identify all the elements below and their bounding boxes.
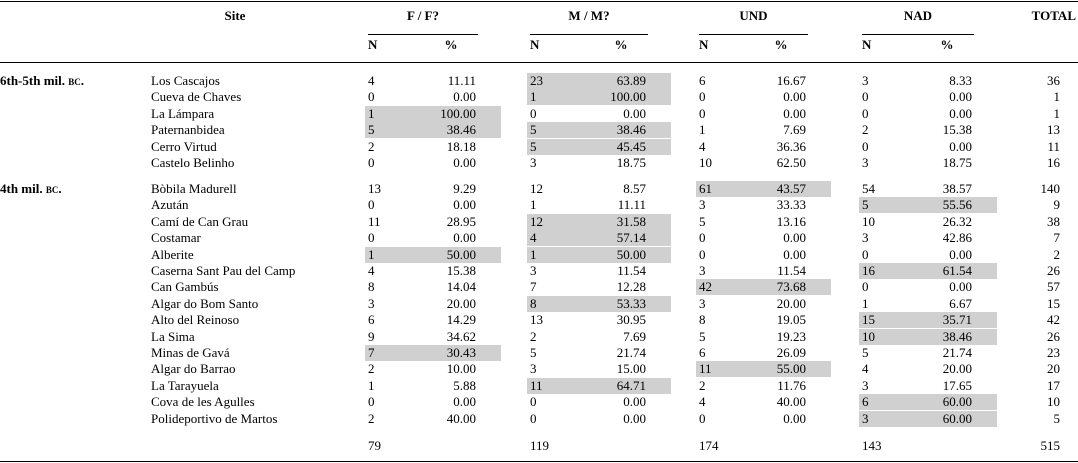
count-cell: 5 [699, 213, 706, 229]
count-cell: 8 [368, 279, 375, 295]
total-cell: 26 [1047, 328, 1060, 344]
percent-cell: 11.54 [777, 263, 806, 278]
count-cell: 3 [530, 155, 537, 170]
percent-cell: 14.04 [446, 279, 476, 295]
count-cell: 5 [530, 138, 537, 154]
count-cell: 0 [530, 410, 537, 426]
count-cell: 1 [530, 197, 537, 213]
count-cell: 8 [530, 295, 537, 311]
total-cell: 7 [1053, 230, 1060, 246]
count-cell: 2 [368, 361, 375, 377]
percent-cell: 11.76 [777, 377, 806, 393]
count-cell: 4 [530, 230, 537, 246]
count-cell: 23 [530, 73, 543, 88]
percent-cell: 73.68 [776, 279, 806, 295]
n-header: N [699, 37, 709, 52]
percent-cell: 30.95 [616, 312, 646, 328]
total-cell: 5 [1053, 410, 1060, 426]
percent-cell: 45.45 [616, 138, 646, 154]
total-cell: 9 [1053, 197, 1060, 213]
period-label-main: 4th mil. [0, 181, 46, 196]
percent-cell: 0.00 [453, 394, 476, 410]
top-rule [0, 1, 1078, 2]
count-cell: 10 [699, 155, 712, 170]
percent-cell: 0.00 [783, 246, 806, 262]
percent-cell: 0.00 [453, 197, 476, 213]
percent-cell: 11.11 [447, 73, 476, 88]
group-underline [530, 34, 648, 35]
percent-cell: 0.00 [783, 105, 806, 121]
percent-cell: 38.46 [616, 122, 646, 138]
percent-cell: 0.00 [623, 410, 646, 426]
count-cell: 2 [862, 122, 869, 138]
count-cell: 4 [862, 361, 869, 377]
total-cell: 140 [1040, 181, 1060, 196]
count-cell: 3 [699, 295, 706, 311]
count-cell: 0 [699, 230, 706, 246]
percent-cell: 13.16 [776, 213, 806, 229]
site-name: Bòbila Madurell [151, 181, 237, 196]
percent-cell: 100.00 [610, 89, 646, 105]
count-cell: 12 [530, 213, 543, 229]
total-cell: 20 [1047, 361, 1060, 377]
site-name: Cova de les Agulles [151, 394, 255, 410]
site-name: La Lámpara [151, 105, 215, 121]
column-total: 143 [862, 438, 882, 453]
count-cell: 0 [699, 410, 706, 426]
count-cell: 11 [530, 377, 543, 393]
total-cell: 1 [1053, 89, 1060, 105]
count-cell: 9 [368, 328, 375, 344]
percent-cell: 16.67 [776, 73, 806, 88]
site-name: La Sima [151, 328, 195, 344]
percent-cell: 0.00 [783, 410, 806, 426]
count-cell: 1 [368, 105, 375, 121]
total-cell: 23 [1047, 345, 1060, 360]
count-cell: 16 [862, 263, 875, 278]
percent-cell: 11.11 [617, 197, 646, 213]
percent-cell: 40.00 [776, 394, 806, 410]
count-cell: 5 [530, 122, 537, 138]
pct-header: % [940, 37, 954, 52]
count-cell: 3 [862, 377, 869, 393]
count-cell: 0 [862, 138, 869, 154]
total-cell: 15 [1047, 295, 1060, 311]
group-header: M / M? [568, 8, 610, 23]
count-cell: 5 [862, 345, 869, 360]
site-name: Polideportivo de Martos [151, 410, 278, 426]
count-cell: 0 [368, 89, 375, 105]
percent-cell: 53.33 [616, 295, 646, 311]
total-cell: 16 [1047, 155, 1060, 170]
count-cell: 11 [368, 213, 381, 229]
period-label-era: bc. [68, 73, 85, 88]
group-underline [368, 34, 478, 35]
site-name: Cueva de Chaves [151, 89, 242, 105]
count-cell: 12 [530, 181, 543, 196]
site-name: La Tarayuela [151, 377, 219, 393]
percent-cell: 8.33 [949, 73, 972, 88]
count-cell: 3 [530, 361, 537, 377]
site-name: Los Cascajos [151, 73, 220, 88]
header-rule [0, 62, 1078, 63]
site-name: Paternanbidea [151, 122, 225, 138]
column-total: 119 [530, 438, 550, 453]
group-header: F / F? [406, 8, 439, 23]
percent-cell: 31.58 [616, 213, 646, 229]
percent-cell: 0.00 [623, 105, 646, 121]
percent-cell: 7.69 [783, 122, 806, 138]
percent-cell: 0.00 [949, 246, 972, 262]
total-cell: 26 [1047, 263, 1060, 278]
count-cell: 2 [699, 377, 706, 393]
percent-cell: 61.54 [942, 263, 972, 278]
count-cell: 0 [699, 246, 706, 262]
site-name: Algar do Bom Santo [151, 295, 259, 311]
count-cell: 0 [368, 155, 375, 170]
count-cell: 54 [862, 181, 875, 196]
percent-cell: 38.46 [942, 328, 972, 344]
count-cell: 1 [862, 295, 869, 311]
n-header: N [530, 37, 540, 52]
n-header: N [862, 37, 872, 52]
bottom-rule [0, 461, 1078, 462]
total-cell: 10 [1047, 394, 1060, 410]
total-cell: 17 [1047, 377, 1060, 393]
percent-cell: 50.00 [616, 246, 646, 262]
count-cell: 0 [862, 246, 869, 262]
n-header: N [368, 37, 378, 52]
percent-cell: 57.14 [616, 230, 646, 246]
site-name: Alberite [151, 246, 194, 262]
total-header: TOTAL [1031, 8, 1076, 23]
count-cell: 0 [862, 105, 869, 121]
percent-cell: 0.00 [453, 155, 476, 170]
count-cell: 0 [368, 394, 375, 410]
count-cell: 2 [368, 138, 375, 154]
percent-cell: 11.54 [617, 263, 646, 278]
count-cell: 15 [862, 312, 875, 328]
count-cell: 1 [699, 122, 706, 138]
count-cell: 0 [530, 394, 537, 410]
percent-cell: 12.28 [616, 279, 646, 295]
period-label-era: bc. [45, 181, 62, 196]
percent-cell: 5.88 [453, 377, 476, 393]
count-cell: 0 [368, 197, 375, 213]
count-cell: 1 [530, 89, 537, 105]
percent-cell: 0.00 [453, 89, 476, 105]
percent-cell: 28.95 [446, 213, 476, 229]
percent-cell: 10.00 [446, 361, 476, 377]
percent-cell: 15.38 [942, 122, 972, 138]
percent-cell: 40.00 [446, 410, 476, 426]
percent-cell: 15.38 [446, 263, 476, 278]
count-cell: 0 [699, 89, 706, 105]
site-name: Azután [151, 197, 189, 213]
count-cell: 7 [368, 345, 375, 360]
period-label [0, 73, 84, 89]
percent-cell: 7.69 [623, 328, 646, 344]
total-cell: 2 [1053, 246, 1060, 262]
total-cell: 38 [1047, 213, 1060, 229]
count-cell: 11 [699, 361, 712, 377]
count-cell: 0 [368, 230, 375, 246]
total-cell: 1 [1053, 105, 1060, 121]
percent-cell: 0.00 [949, 138, 972, 154]
count-cell: 0 [530, 105, 537, 121]
percent-cell: 60.00 [942, 394, 972, 410]
count-cell: 4 [368, 73, 375, 88]
percent-cell: 6.67 [949, 295, 972, 311]
count-cell: 13 [530, 312, 543, 328]
percent-cell: 0.00 [783, 89, 806, 105]
count-cell: 3 [862, 155, 869, 170]
pct-header: % [774, 37, 788, 52]
count-cell: 3 [530, 263, 537, 278]
percent-cell: 8.57 [623, 181, 646, 196]
count-cell: 4 [699, 394, 706, 410]
percent-cell: 100.00 [440, 105, 476, 121]
percent-cell: 0.00 [783, 230, 806, 246]
total-cell: 42 [1047, 312, 1060, 328]
site-name: Minas de Gavá [151, 345, 230, 360]
total-cell: 11 [1047, 138, 1060, 154]
percent-cell: 26.09 [776, 345, 806, 360]
count-cell: 61 [699, 181, 712, 196]
grand-total: 515 [1040, 438, 1060, 453]
percent-cell: 18.75 [616, 155, 646, 170]
percent-cell: 0.00 [949, 105, 972, 121]
count-cell: 0 [699, 105, 706, 121]
count-cell: 3 [862, 410, 869, 426]
count-cell: 6 [699, 345, 706, 360]
group-underline [862, 34, 974, 35]
site-name: Costamar [151, 230, 201, 246]
pct-header: % [614, 37, 628, 52]
pct-header: % [444, 37, 458, 52]
percent-cell: 19.23 [776, 328, 806, 344]
percent-cell: 38.57 [942, 181, 972, 196]
count-cell: 42 [699, 279, 712, 295]
percent-cell: 55.56 [942, 197, 972, 213]
site-name: Alto del Reinoso [151, 312, 240, 328]
count-cell: 6 [862, 394, 869, 410]
count-cell: 3 [368, 295, 375, 311]
percent-cell: 26.32 [942, 213, 972, 229]
count-cell: 3 [699, 263, 706, 278]
count-cell: 3 [862, 73, 869, 88]
percent-cell: 35.71 [942, 312, 972, 328]
count-cell: 10 [862, 213, 875, 229]
count-cell: 5 [862, 197, 869, 213]
period-label [0, 181, 62, 197]
count-cell: 10 [862, 328, 875, 344]
percent-cell: 30.43 [446, 345, 476, 360]
count-cell: 4 [368, 263, 375, 278]
percent-cell: 0.00 [623, 394, 646, 410]
percent-cell: 63.89 [616, 73, 646, 88]
site-header: Site [224, 8, 246, 23]
group-header: NAD [903, 8, 933, 23]
count-cell: 5 [368, 122, 375, 138]
percent-cell: 34.62 [446, 328, 476, 344]
percent-cell: 0.00 [949, 89, 972, 105]
percent-cell: 20.00 [776, 295, 806, 311]
total-cell: 57 [1047, 279, 1060, 295]
count-cell: 2 [530, 328, 537, 344]
site-name: Can Gambús [151, 279, 219, 295]
period-label-main: 6th-5th mil. [0, 73, 69, 88]
count-cell: 0 [862, 279, 869, 295]
site-name: Caserna Sant Pau del Camp [151, 263, 296, 278]
percent-cell: 50.00 [446, 246, 476, 262]
percent-cell: 14.29 [446, 312, 476, 328]
column-total: 174 [699, 438, 719, 453]
count-cell: 7 [530, 279, 537, 295]
count-cell: 1 [368, 246, 375, 262]
group-underline [699, 34, 808, 35]
count-cell: 1 [530, 246, 537, 262]
count-cell: 0 [862, 89, 869, 105]
percent-cell: 19.05 [776, 312, 806, 328]
percent-cell: 60.00 [942, 410, 972, 426]
count-cell: 2 [368, 410, 375, 426]
percent-cell: 21.74 [942, 345, 972, 360]
site-name: Camí de Can Grau [151, 213, 249, 229]
percent-cell: 62.50 [776, 155, 806, 170]
count-cell: 1 [368, 377, 375, 393]
percent-cell: 18.18 [446, 138, 476, 154]
percent-cell: 21.74 [616, 345, 646, 360]
percent-cell: 38.46 [446, 122, 476, 138]
count-cell: 6 [368, 312, 375, 328]
percent-cell: 42.86 [942, 230, 972, 246]
column-total: 79 [368, 438, 381, 453]
percent-cell: 18.75 [942, 155, 972, 170]
percent-cell: 20.00 [942, 361, 972, 377]
site-name: Cerro Virtud [151, 138, 217, 154]
site-name: Castelo Belinho [151, 155, 235, 170]
percent-cell: 55.00 [776, 361, 806, 377]
percent-cell: 15.00 [616, 361, 646, 377]
percent-cell: 0.00 [453, 230, 476, 246]
percent-cell: 0.00 [949, 279, 972, 295]
percent-cell: 17.65 [942, 377, 972, 393]
count-cell: 3 [862, 230, 869, 246]
count-cell: 5 [699, 328, 706, 344]
percent-cell: 9.29 [453, 181, 476, 196]
percent-cell: 43.57 [776, 181, 806, 196]
percent-cell: 64.71 [616, 377, 646, 393]
count-cell: 8 [699, 312, 706, 328]
total-cell: 13 [1047, 122, 1060, 138]
count-cell: 4 [699, 138, 706, 154]
total-cell: 36 [1047, 73, 1060, 88]
count-cell: 13 [368, 181, 381, 196]
count-cell: 5 [530, 345, 537, 360]
count-cell: 6 [699, 73, 706, 88]
percent-cell: 20.00 [446, 295, 476, 311]
site-name: Algar do Barrao [151, 361, 236, 377]
percent-cell: 33.33 [776, 197, 806, 213]
group-header: UND [739, 8, 768, 23]
count-cell: 3 [699, 197, 706, 213]
percent-cell: 36.36 [776, 138, 806, 154]
